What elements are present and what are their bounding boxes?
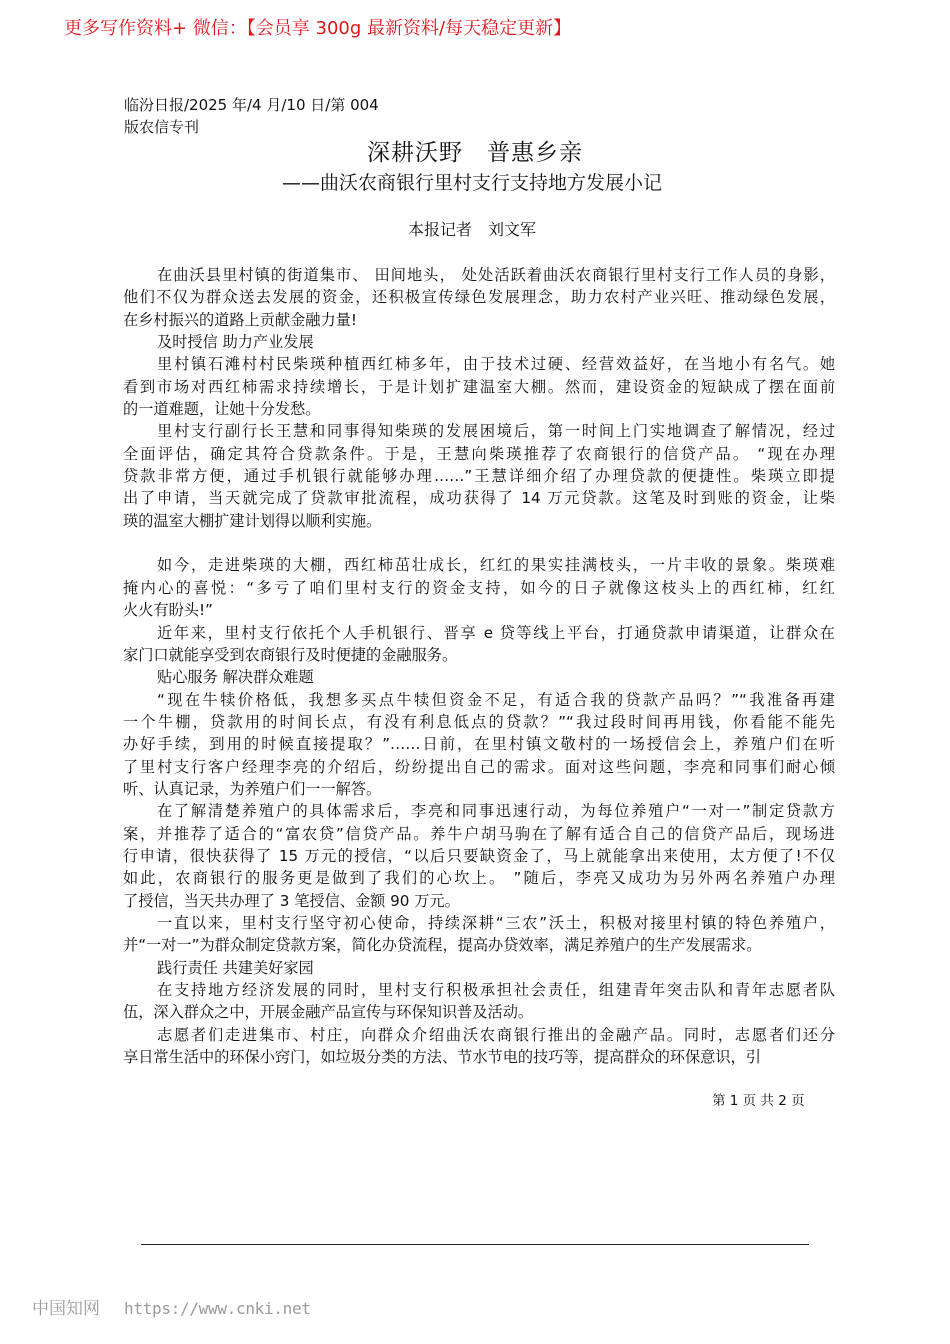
body-line: 享日常生活中的环保小窍门，如垃圾分类的方法、节水节电的技巧等，提高群众的环保意识，引 <box>123 1048 761 1067</box>
body-line: 贷款非常方便，通过手机银行就能够办理……”王慧详细介绍了办理贷款的便捷性。柴瑛立即提 <box>123 467 835 486</box>
article-title: 深耕沃野 普惠乡亲 <box>367 140 583 166</box>
body-line: “现在牛犊价格低，我想多买点牛犊但资金不足，有适合我的贷款产品吗？”“我准备再建 <box>157 690 835 709</box>
body-line: 瑛的温室大棚扩建计划得以顺利实施。 <box>123 511 382 530</box>
body-line: 伍，深入群众之中，开展金融产品宣传与环保知识普及活动。 <box>123 1003 534 1022</box>
body-line: 行申请，很快获得了 15 万元的授信，“以后只要缺资金了，马上就能拿出来使用，太方便了!不仅 <box>123 846 835 865</box>
paragraph-gap <box>123 532 835 554</box>
promo-banner: 更多写作资料+ 微信：【会员享 300g 最新资料/每天稳定更新】 <box>64 18 572 39</box>
footer-divider <box>141 1244 809 1245</box>
body-line: 案，并推荐了适合的“富农贷”信贷产品。养牛户胡马驹在了解有适合自己的信贷产品后，现场进 <box>123 824 835 843</box>
body-line: 了授信，当天共办理了 3 笔授信、金额 90 万元。 <box>123 891 460 910</box>
section-heading: 贴心服务 解决群众难题 <box>157 668 314 687</box>
body-line: 一个牛棚，贷款用的时间长点，有没有利息低点的贷款？”“我过段时间再用钱，你看能不能先 <box>123 712 835 731</box>
body-line: 看到市场对西红柿需求持续增长，于是计划扩建温室大棚。然而，建设资金的短缺成了摆在面前 <box>123 377 835 396</box>
body-line: 的一道难题，让她十分发愁。 <box>123 400 321 419</box>
body-line: 在支持地方经济发展的同时，里村支行积极承担社会责任，组建青年突击队和青年志愿者队 <box>157 981 835 999</box>
body-line: 办好手续，到用的时候直接提取？”……日前，在里村镇文敬村的一场授信会上，养殖户们在听 <box>123 735 835 754</box>
article-body <box>123 264 835 1068</box>
body-line: 听、认真记录，为养殖户们一一解答。 <box>123 779 382 798</box>
body-line: 全面评估，确定其符合贷款条件。于是，王慧向柴瑛推荐了农商银行的信贷产品。 “现在办理 <box>123 444 835 463</box>
body-line: 在曲沃县里村镇的街道集市、 田间地头， 处处活跃着曲沃农商银行里村支行工作人员的身影， <box>157 266 835 284</box>
source-line-1: 临汾日报/2025 年/4 月/10 日/第 004 <box>124 96 379 114</box>
body-line: 一直以来，里村支行坚守初心使命，持续深耕“三农”沃土，积极对接里村镇的特色养殖户， <box>157 913 835 932</box>
body-line: 近年来，里村支行依托个人手机银行、晋享 e 贷等线上平台，打通贷款申请渠道，让群众在 <box>157 623 835 642</box>
body-line: 出了申请，当天就完成了贷款审批流程，成功获得了 14 万元贷款。这笔及时到账的资金，让柴 <box>123 489 835 508</box>
byline: 本报记者 刘文军 <box>407 220 536 239</box>
body-line: 他们不仅为群众送去发展的资金，还积极宣传绿色发展理念，助力农村产业兴旺、推动绿色发展， <box>123 288 835 307</box>
body-line: 里村镇石滩村村民柴瑛种植西红柿多年，由于技术过硬、经营效益好，在当地小有名气。她 <box>157 355 835 374</box>
section-heading: 及时授信 助力产业发展 <box>157 333 314 352</box>
body-line: 掩内心的喜悦：“多亏了咱们里村支行的资金支持，如今的日子就像这枝头上的西红柿，红红 <box>123 578 835 597</box>
footer-watermark <box>32 1294 311 1319</box>
body-line: 在乡村振兴的道路上贡献金融力量! <box>123 310 357 329</box>
body-line: 家门口就能享受到农商银行及时便捷的金融服务。 <box>123 645 458 664</box>
footer-site-url[interactable]: https://www.cnki.net <box>124 1299 311 1318</box>
body-line: 火火有盼头!” <box>123 601 213 620</box>
body-line: 了里村支行客户经理李亮的介绍后，纷纷提出自己的需求。面对这些问题，李亮和同事们耐心倾 <box>123 757 835 776</box>
page-indicator: 第 1 页 共 2 页 <box>712 1093 805 1109</box>
body-line: 如今，走进柴瑛的大棚，西红柿茁壮成长，红红的果实挂满枝头，一片丰收的景象。柴瑛难 <box>157 556 835 575</box>
footer-site-name: 中国知网 <box>32 1299 100 1319</box>
article-subtitle: ——曲沃农商银行里村支行支持地方发展小记 <box>281 172 662 194</box>
body-line: 志愿者们走进集市、村庄，向群众介绍曲沃农商银行推出的金融产品。同时，志愿者们还分 <box>157 1025 835 1044</box>
body-line: 里村支行副行长王慧和同事得知柴瑛的发展困境后，第一时间上门实地调查了解情况，经过 <box>157 422 835 441</box>
source-line-2: 版农信专刊 <box>124 118 200 136</box>
body-line: 并“一对一”为群众制定贷款方案，简化办贷流程，提高办贷效率，满足养殖户的生产发展需求。 <box>123 936 762 955</box>
section-heading: 践行责任 共建美好家园 <box>157 958 314 977</box>
body-line: 如此，农商银行的服务更是做到了我们的心坎上。 ”随后，李亮又成功为另外两名养殖户办理 <box>123 869 835 888</box>
body-line: 在了解清楚养殖户的具体需求后，李亮和同事迅速行动，为每位养殖户“一对一”制定贷款方 <box>157 802 835 821</box>
